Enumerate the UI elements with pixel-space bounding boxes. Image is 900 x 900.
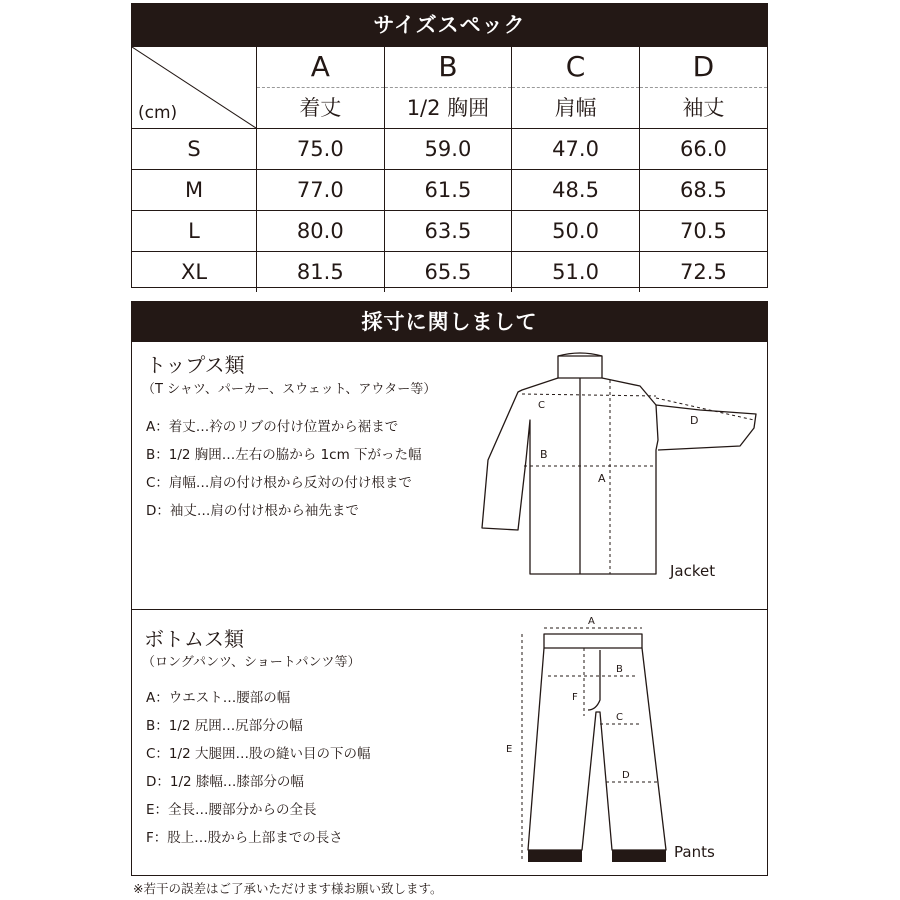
tops-title: トップス類 [146, 353, 245, 377]
table-row-s [132, 129, 767, 170]
section-divider [132, 609, 767, 610]
right-hem [612, 850, 666, 862]
column-letter: A [257, 47, 384, 88]
table-cell: 81.5 [257, 252, 385, 293]
table-cell: 72.5 [639, 252, 767, 293]
table-cell: 48.5 [512, 170, 640, 211]
size-label: S [132, 129, 257, 170]
column-letter: C [512, 47, 639, 88]
table-cell: 61.5 [384, 170, 512, 211]
jacket-label: Jacket [670, 562, 716, 580]
table-row-xl [132, 252, 767, 293]
table-cell: 77.0 [257, 170, 385, 211]
pants-label: Pants [674, 843, 715, 861]
unit-label: (cm) [138, 103, 178, 123]
size-spec-title: サイズスペック [132, 4, 767, 46]
jacket-mark-d: D [690, 414, 699, 427]
column-letter: D [640, 47, 767, 88]
bottoms-item-f: F：股上…股から上部までの長さ [146, 830, 343, 846]
table-cell: 68.5 [639, 170, 767, 211]
table-cell: 66.0 [639, 129, 767, 170]
column-name: 肩幅 [554, 96, 597, 120]
jacket-mark-a: A [598, 472, 606, 485]
bottoms-item-a: A：ウエスト…腰部の幅 [146, 690, 291, 706]
size-label: L [132, 211, 257, 252]
column-letter: B [385, 47, 512, 88]
tops-item-d: D：袖丈…肩の付け根から袖先まで [146, 503, 359, 519]
table-cell: 59.0 [384, 129, 512, 170]
column-header-a [257, 47, 385, 129]
table-row-l [132, 211, 767, 252]
column-name: 着丈 [299, 96, 342, 120]
pants-mark-c: C [616, 712, 623, 723]
measurement-guide [131, 301, 768, 876]
bottoms-item-c: C：1/2 大腿囲…股の縫い目の下の幅 [146, 746, 371, 762]
table-cell: 75.0 [257, 129, 385, 170]
left-hem [528, 850, 582, 862]
size-label: M [132, 170, 257, 211]
table-row-m [132, 170, 767, 211]
column-header-b [384, 47, 512, 129]
bottoms-subtitle: （ロングパンツ、ショートパンツ等） [142, 655, 361, 670]
jacket-diagram [478, 350, 768, 586]
table-cell: 47.0 [512, 129, 640, 170]
bottoms-item-d: D：1/2 膝幅…膝部分の幅 [146, 774, 304, 790]
tops-item-c: C：肩幅…肩の付け根から反対の付け根まで [146, 475, 412, 491]
column-header-c [512, 47, 640, 129]
table-cell: 63.5 [384, 211, 512, 252]
size-label: XL [132, 252, 257, 293]
table-cell: 80.0 [257, 211, 385, 252]
table-header-row [132, 47, 767, 129]
table-cell: 65.5 [384, 252, 512, 293]
tops-item-b: B：1/2 胸囲…左右の脇から 1cm 下がった幅 [146, 447, 422, 463]
pants-mark-e: E [506, 744, 513, 755]
size-spec-table [131, 3, 768, 288]
pants-mark-a: A [588, 616, 595, 627]
column-name: 袖丈 [682, 96, 725, 120]
tops-item-a: A：着丈…衿のリブの付け位置から裾まで [146, 419, 399, 435]
pants-mark-f: F [572, 692, 578, 703]
table-cell: 51.0 [512, 252, 640, 293]
table-cell: 70.5 [639, 211, 767, 252]
disclaimer-note: ※若干の誤差はご了承いただけます様お願い致します。 [133, 881, 443, 896]
column-header-d [639, 47, 767, 129]
tops-subtitle: （T シャツ、パーカー、スウェット、アウター等） [142, 382, 437, 397]
pants-mark-b: B [616, 664, 623, 675]
corner-cell [132, 47, 257, 129]
pants-diagram [488, 612, 728, 876]
size-table [132, 46, 767, 292]
column-name: 1/2 胸囲 [406, 96, 490, 120]
jacket-mark-b: B [540, 448, 548, 461]
measurement-title: 採寸に関しまして [132, 302, 767, 342]
jacket-mark-c: C [538, 400, 545, 411]
pants-mark-d: D [622, 770, 630, 781]
table-cell: 50.0 [512, 211, 640, 252]
bottoms-item-e: E：全長…腰部分からの全長 [146, 802, 317, 818]
bottoms-item-b: B：1/2 尻囲…尻部分の幅 [146, 718, 303, 734]
bottoms-title: ボトムス類 [144, 627, 244, 651]
